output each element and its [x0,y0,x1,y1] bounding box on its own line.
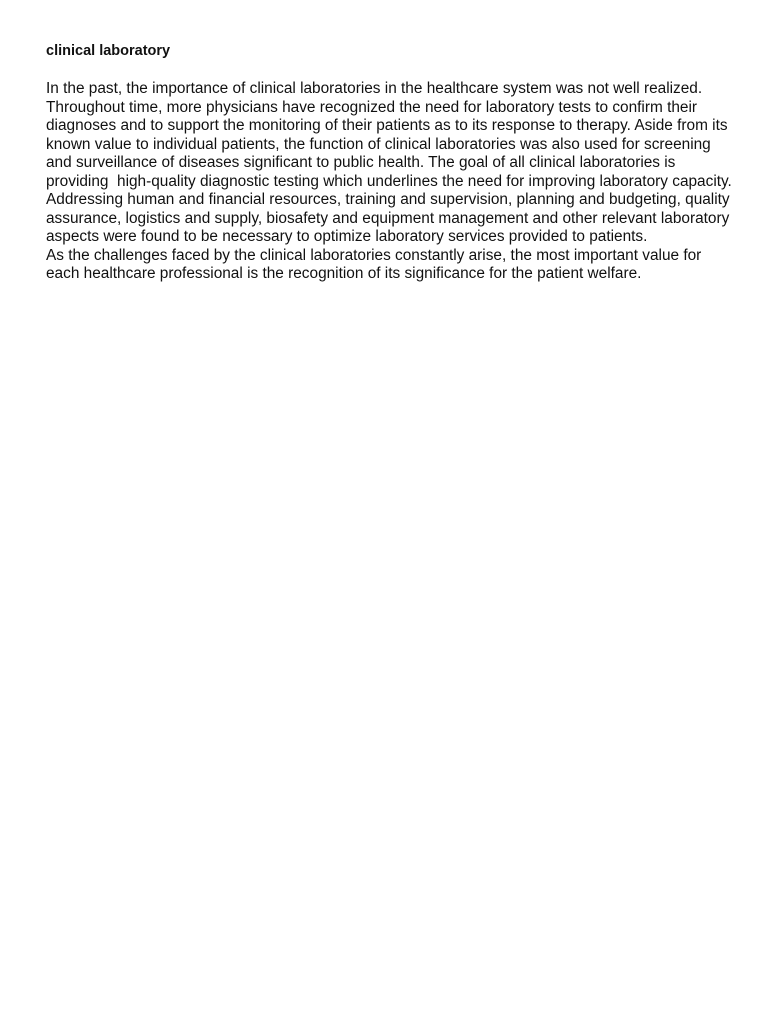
body-paragraph-1: In the past, the importance of clinical laboratories in the healthcare system was not well realized. Throughout time, more physicians have recognized the need for laboratory tests to confirm their diagnoses and to support the monitoring of their patients as to its response to therapy. Aside from its known value to individual patients, the function of clinical laboratories was also used for screening and surveillance of diseases significant to public health. The goal of all clinical laboratories is providing high-quality diagnostic testing which underlines the need for improving laboratory capacity. Addressing human and financial resources, training and supervision, planning and budgeting, quality assurance, logistics and supply, biosafety and equipment management and other relevant laboratory aspects were found to be necessary to optimize laboratory services provided to patients. [46,80,736,245]
document-page [46,42,736,284]
body-paragraph-2: As the challenges faced by the clinical laboratories constantly arise, the most important value for each healthcare professional is the recognition of its significance for the patient welfare. [46,246,706,282]
document-title: clinical laboratory [46,43,171,59]
